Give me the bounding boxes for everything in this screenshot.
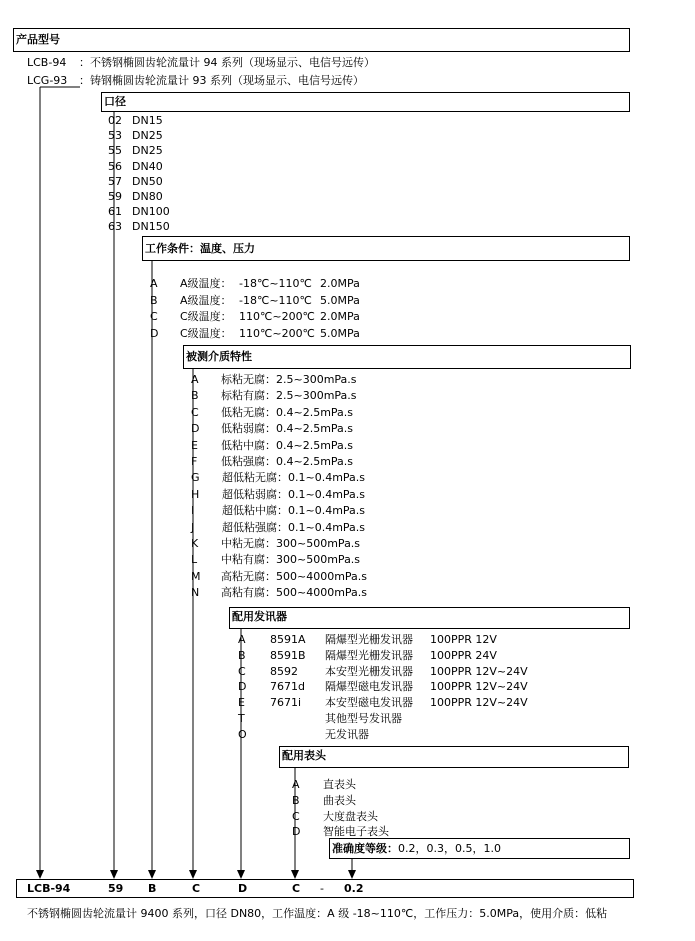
medium-code: M	[191, 569, 201, 583]
medium-label: 低粘弱腐：	[221, 422, 276, 436]
arrow-head	[291, 870, 299, 879]
transmitter-desc: 隔爆型磁电发讯器	[325, 680, 413, 694]
transmitter-code: O	[238, 727, 247, 741]
medium-desc	[221, 389, 357, 402]
series-desc: ：不锈钢椭圆齿轮流量计 94 系列（现场显示、电信号远传）	[79, 56, 375, 69]
transmitter-desc: 本安型磁电发讯器	[325, 696, 413, 710]
model-part-series: LCB-94	[27, 882, 71, 895]
transmitter-spec: 100PPR 12V~24V	[430, 664, 528, 678]
condition-pressure: 2.0MPa	[320, 310, 360, 323]
medium-range: 0.4~2.5mPa.s	[276, 422, 354, 436]
medium-label: 低粘无腐：	[221, 405, 276, 419]
medium-range: 0.4~2.5mPa.s	[276, 455, 354, 468]
arrow-head	[110, 870, 118, 879]
medium-label: 高粘有腐：	[221, 586, 276, 600]
diameter-value: DN80	[132, 190, 163, 203]
diameter-value: DN25	[132, 144, 163, 158]
medium-desc	[222, 521, 365, 534]
transmitter-heading: 配用发讯器	[229, 607, 630, 629]
meter-head-heading: 配用表头	[279, 746, 629, 768]
medium-code: L	[191, 553, 198, 567]
model-part-condition: B	[148, 882, 157, 895]
arrow-head	[237, 870, 245, 879]
medium-range: 0.1~0.4mPa.s	[288, 504, 366, 518]
diameter-code: 02	[108, 114, 122, 127]
diameter-value: DN150	[132, 220, 170, 234]
medium-code: B	[191, 389, 199, 403]
diameter-code: 53	[108, 129, 122, 143]
transmitter-desc: 本安型光栅发讯器	[325, 664, 413, 678]
arrow-head	[348, 870, 356, 879]
diameter-code: 56	[108, 159, 122, 173]
series-code: LCG-93	[27, 74, 68, 87]
medium-label: 低粘强腐：	[221, 455, 276, 468]
medium-code: A	[191, 373, 199, 386]
medium-label: 超低粘中腐：	[222, 504, 288, 518]
medium-range: 500~4000mPa.s	[276, 569, 368, 583]
medium-desc	[221, 406, 353, 419]
transmitter-model: 8591B	[270, 648, 306, 662]
medium-desc	[221, 586, 367, 599]
model-part-meter-head: C	[292, 882, 301, 895]
medium-code: F	[191, 455, 198, 468]
meter-head-code: A	[292, 778, 300, 791]
series-code: LCB-94	[27, 56, 67, 69]
medium-label: 标粘无腐：	[221, 373, 276, 386]
condition-code: D	[150, 326, 159, 340]
transmitter-model: 8591A	[270, 633, 306, 646]
accuracy-label: 准确度等级：	[332, 842, 398, 855]
example-text: 不锈钢椭圆齿轮流量计 9400 系列，口径 DN80，工作温度：A 级 -18~110℃，工作压力：5.0MPa，使用介质：低粘	[27, 907, 608, 920]
medium-desc	[221, 373, 357, 386]
meter-head-code: C	[292, 809, 300, 823]
diameter-value: DN15	[132, 114, 163, 127]
meter-head-desc: 曲表头	[323, 793, 356, 807]
transmitter-code: E	[238, 696, 245, 710]
transmitter-code: D	[238, 680, 247, 694]
arrow-head	[148, 870, 156, 879]
medium-range: 0.1~0.4mPa.s	[288, 487, 366, 501]
transmitter-code: B	[238, 648, 246, 662]
condition-temp: 110℃~200℃	[239, 326, 315, 340]
transmitter-desc: 其他型号发讯器	[325, 712, 402, 725]
medium-desc	[222, 471, 365, 484]
transmitter-spec: 100PPR 12V~24V	[430, 680, 528, 694]
medium-code: D	[191, 422, 200, 436]
diameter-value: DN100	[132, 205, 170, 219]
condition-label: A级温度：	[180, 293, 232, 307]
transmitter-code: T	[238, 712, 245, 725]
product-model-heading: 产品型号	[13, 28, 630, 52]
condition-code: A	[150, 277, 158, 290]
meter-head-code: D	[292, 825, 301, 839]
model-part-transmitter: D	[238, 882, 248, 895]
medium-desc	[221, 455, 353, 468]
medium-range: 2.5~300mPa.s	[276, 373, 357, 386]
transmitter-model: 8592	[270, 664, 298, 678]
transmitter-spec: 100PPR 24V	[430, 648, 497, 662]
diameter-value: DN50	[132, 174, 163, 188]
medium-code: C	[191, 405, 199, 419]
medium-label: 超低粘弱腐：	[222, 487, 288, 501]
transmitter-spec: 100PPR 12V	[430, 633, 497, 646]
medium-range: 0.4~2.5mPa.s	[276, 405, 354, 419]
medium-desc	[222, 488, 365, 501]
condition-code: B	[150, 293, 158, 307]
condition-code: C	[150, 310, 158, 323]
medium-desc	[221, 570, 367, 583]
medium-range: 0.1~0.4mPa.s	[288, 471, 366, 485]
transmitter-model: 7671d	[270, 680, 305, 694]
medium-code: I	[191, 504, 195, 518]
transmitter-code: A	[238, 633, 246, 646]
meter-head-code: B	[292, 793, 300, 807]
medium-desc	[221, 537, 360, 550]
medium-code: H	[191, 487, 200, 501]
condition-temp: -18℃~110℃	[239, 277, 312, 290]
arrow-head	[36, 870, 44, 879]
transmitter-model: 7671i	[270, 696, 302, 710]
transmitter-code: C	[238, 664, 246, 678]
medium-desc	[221, 439, 353, 452]
medium-heading: 被测介质特性	[183, 345, 631, 369]
diameter-code: 57	[108, 174, 122, 188]
model-part-accuracy: 0.2	[344, 882, 364, 895]
conditions-heading: 工作条件：温度、压力	[142, 236, 630, 261]
medium-label: 超低粘强腐：	[222, 520, 288, 534]
series-desc: ：铸钢椭圆齿轮流量计 93 系列（现场显示、电信号远传）	[79, 74, 364, 87]
medium-label: 标粘有腐：	[221, 389, 276, 403]
medium-desc	[221, 553, 360, 566]
arrow-head	[189, 870, 197, 879]
model-part-diameter: 59	[108, 882, 124, 895]
medium-range: 0.4~2.5mPa.s	[276, 438, 354, 452]
condition-label: C级温度：	[180, 310, 232, 323]
transmitter-desc: 无发讯器	[325, 727, 369, 741]
transmitter-desc: 隔爆型光栅发讯器	[325, 633, 413, 646]
condition-pressure: 5.0MPa	[320, 293, 360, 307]
model-part-medium: C	[192, 882, 201, 895]
accuracy-values: 0.2，0.3，0.5，1.0	[398, 842, 501, 855]
medium-label: 中粘无腐：	[221, 537, 276, 550]
meter-head-desc: 直表头	[323, 778, 356, 791]
model-part-dash: -	[320, 882, 324, 895]
diameter-value: DN40	[132, 159, 163, 173]
condition-label: A级温度：	[180, 277, 232, 290]
medium-range: 500~4000mPa.s	[276, 586, 368, 600]
model-code-box	[16, 879, 634, 898]
condition-pressure: 2.0MPa	[320, 277, 360, 290]
medium-label: 高粘无腐：	[221, 569, 276, 583]
medium-range: 2.5~300mPa.s	[276, 389, 357, 403]
diameter-code: 59	[108, 190, 122, 203]
medium-range: 300~500mPa.s	[276, 537, 361, 550]
diameter-code: 55	[108, 144, 122, 158]
meter-head-desc: 智能电子表头	[323, 825, 389, 839]
condition-temp: 110℃~200℃	[239, 310, 315, 323]
medium-range: 0.1~0.4mPa.s	[288, 520, 366, 534]
medium-code: N	[191, 586, 200, 600]
diameter-heading: 口径	[101, 92, 630, 112]
medium-code: K	[191, 537, 199, 550]
diameter-code: 61	[108, 205, 122, 219]
condition-temp: -18℃~110℃	[239, 293, 312, 307]
condition-pressure: 5.0MPa	[320, 326, 360, 340]
condition-label: C级温度：	[180, 326, 232, 340]
medium-code: G	[191, 471, 200, 485]
medium-label: 中粘有腐：	[221, 553, 276, 567]
medium-code: E	[191, 438, 198, 452]
meter-head-desc: 大度盘表头	[323, 809, 378, 823]
medium-code: J	[191, 520, 195, 534]
diameter-code: 63	[108, 220, 122, 234]
medium-label: 超低粘无腐：	[222, 471, 288, 485]
medium-desc	[221, 422, 353, 435]
accuracy-box	[329, 838, 630, 859]
diameter-value: DN25	[132, 129, 163, 143]
medium-label: 低粘中腐：	[221, 438, 276, 452]
medium-range: 300~500mPa.s	[276, 553, 361, 567]
transmitter-spec: 100PPR 12V~24V	[430, 696, 528, 710]
medium-desc	[222, 504, 365, 517]
transmitter-desc: 隔爆型光栅发讯器	[325, 648, 413, 662]
